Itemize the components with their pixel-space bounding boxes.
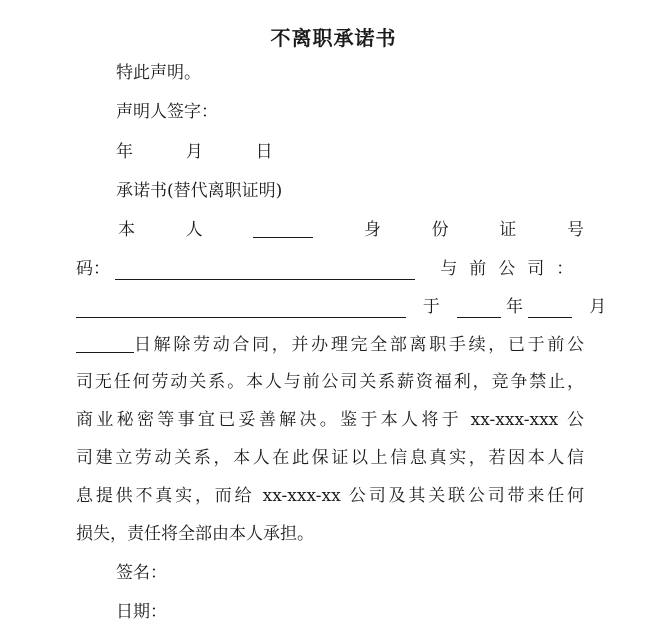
body-line-1: 日解除劳动合同，并办理完全部离职手续，已于前公 (134, 335, 584, 355)
month-label: 月 (589, 297, 607, 317)
id-char-5: 证 (499, 220, 517, 240)
id-char-3: 身 (363, 220, 381, 240)
signature-line: 签名： (116, 563, 167, 583)
id-row (118, 219, 584, 241)
body-line-6: 损失，责任将全部由本人承担。 (76, 524, 314, 544)
month-char: 月 (185, 142, 203, 162)
previous-company-label: 与前公司： (440, 259, 586, 279)
year-blank (457, 299, 501, 318)
company-blank (76, 299, 406, 318)
body-line-3: 商业秘密等事宜已妥善解决。鉴于本人将于 xx-xxx-xxx 公 (76, 410, 584, 430)
yu-char: 于 (422, 297, 440, 317)
company-date-row (76, 296, 606, 318)
declarant-signature-line: 声明人签字： (116, 102, 218, 122)
month-blank (528, 299, 572, 318)
id-code-row (76, 258, 585, 280)
id-char-1: 本 (118, 220, 135, 240)
date-line: 日期： (116, 602, 167, 622)
body-line-2: 司无任何劳动关系。本人与前公司关系薪资福利，竞争禁止， (76, 372, 584, 392)
id-char-6: 号 (566, 220, 584, 240)
year-label: 年 (506, 297, 524, 317)
body-line-4: 司建立劳动关系，本人在此保证以上信息真实，若因本人信 (76, 448, 584, 468)
year-char: 年 (116, 142, 133, 162)
id-char-4: 份 (431, 220, 449, 240)
id-char-2: 人 (185, 220, 203, 240)
day-char: 日 (255, 142, 273, 162)
body-line-1-row (76, 334, 584, 356)
id-number-blank (115, 261, 415, 280)
date-row (116, 141, 273, 163)
body-line-5: 息提供不真实，而给 xx-xxx-xx 公司及其关联公司带来任何 (76, 486, 584, 506)
name-blank (253, 219, 313, 238)
day-blank (76, 334, 134, 353)
code-label: 码： (76, 259, 110, 279)
declaration-line: 特此声明。 (116, 63, 201, 83)
document-title: 不离职承诺书 (270, 26, 397, 50)
subtitle-line: 承诺书(替代离职证明) (116, 181, 283, 201)
